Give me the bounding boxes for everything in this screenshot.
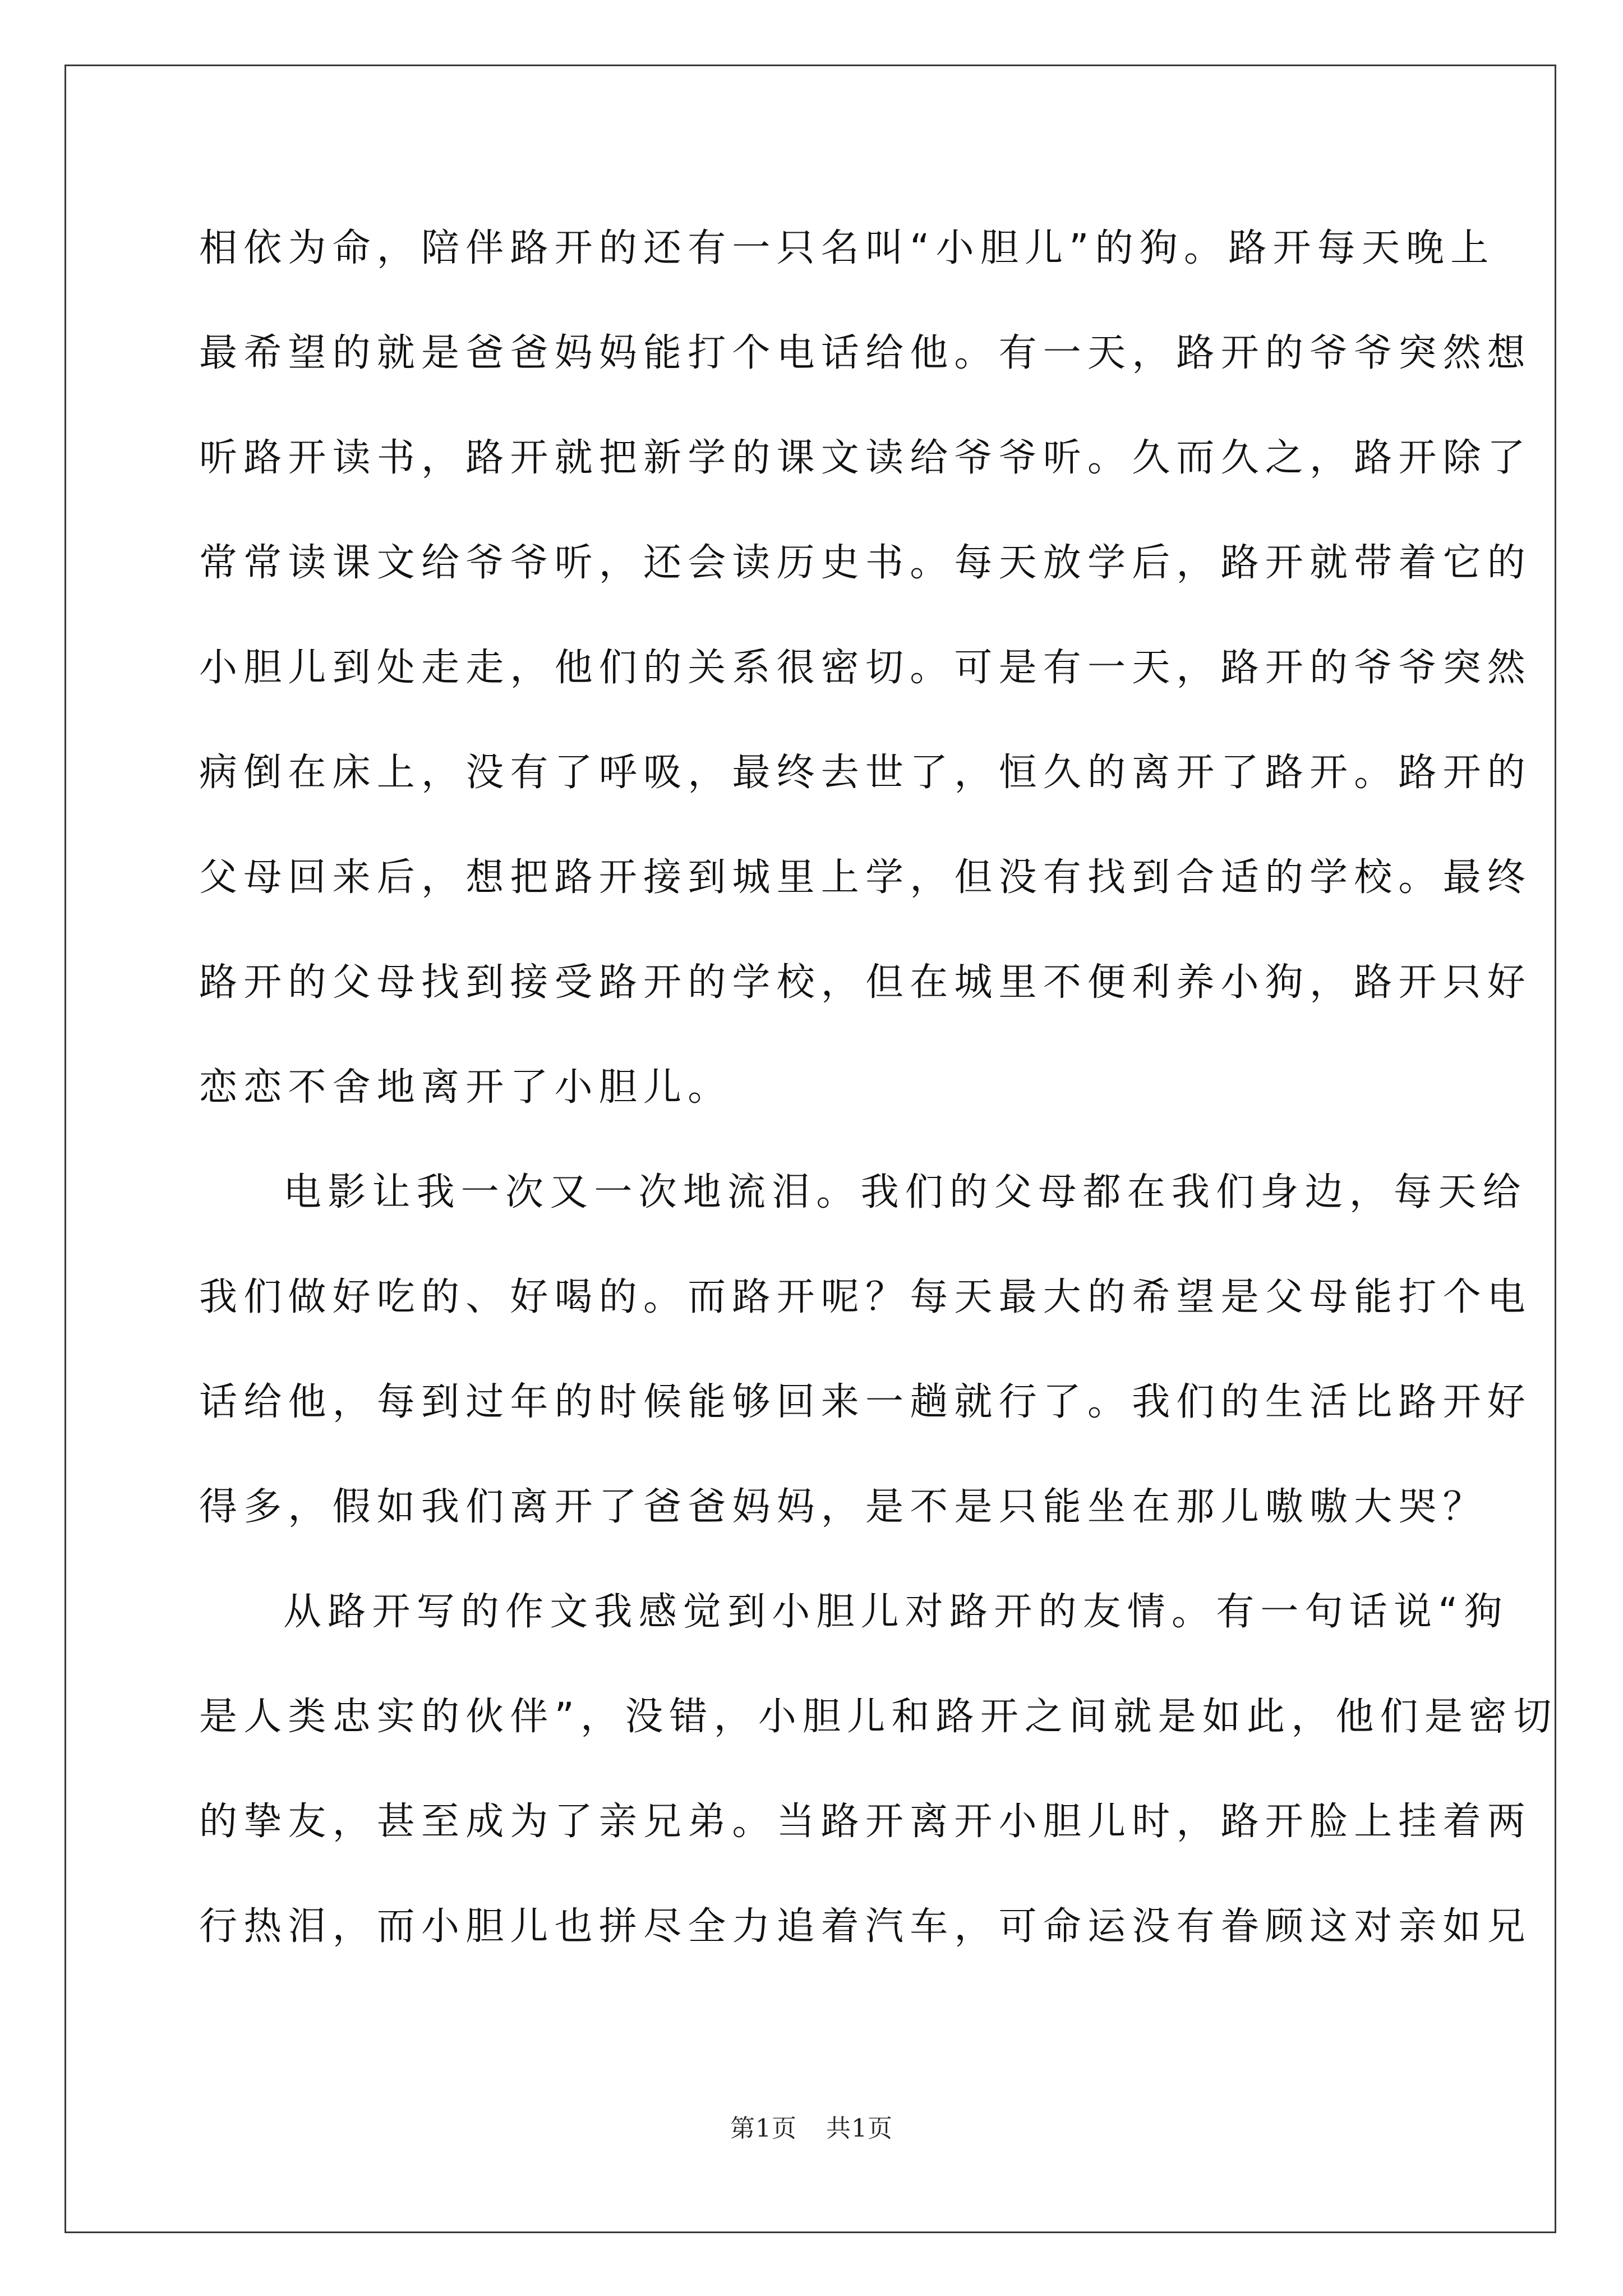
text-line: 最希望的就是爸爸妈妈能打个电话给他。有一天，路开的爷爷突然想 xyxy=(199,331,1532,375)
text-line: 小胆儿到处走走，他们的关系很密切。可是有一天，路开的爷爷突然 xyxy=(199,646,1532,690)
page-footer xyxy=(0,2108,1623,2144)
text-line: 我们做好吃的、好喝的。而路开呢？每天最大的希望是父母能打个电 xyxy=(199,1275,1532,1319)
text-line: 病倒在床上，没有了呼吸，最终去世了，恒久的离开了路开。路开的 xyxy=(199,751,1532,795)
paragraph-first-line: 从路开写的作文我感觉到小胆儿对路开的友情。有一句话说“狗 xyxy=(283,1590,1509,1634)
text-line: 相依为命，陪伴路开的还有一只名叫“小胆儿”的狗。路开每天晚上 xyxy=(199,226,1495,270)
text-line: 听路开读书，路开就把新学的课文读给爷爷听。久而久之，路开除了 xyxy=(199,436,1532,480)
text-line: 路开的父母找到接受路开的学校，但在城里不便利养小狗，路开只好 xyxy=(199,960,1532,1005)
paragraph-first-line: 电影让我一次又一次地流泪。我们的父母都在我们身边，每天给 xyxy=(283,1170,1527,1214)
text-line: 得多，假如我们离开了爸爸妈妈，是不是只能坐在那儿嗷嗷大哭？ xyxy=(199,1485,1487,1529)
text-line: 是人类忠实的伙伴”，没错，小胆儿和路开之间就是如此，他们是密切 xyxy=(199,1695,1558,1739)
page-number: 第1页 xyxy=(730,2114,797,2143)
text-line: 的挚友，甚至成为了亲兄弟。当路开离开小胆儿时，路开脸上挂着两 xyxy=(199,1800,1532,1844)
document-body xyxy=(199,216,1558,1999)
text-line: 恋恋不舍地离开了小胆儿。 xyxy=(199,1065,732,1110)
page-total: 共1页 xyxy=(826,2114,893,2143)
text-line: 话给他，每到过年的时候能够回来一趟就行了。我们的生活比路开好 xyxy=(199,1380,1532,1424)
text-line: 父母回来后，想把路开接到城里上学，但没有找到合适的学校。最终 xyxy=(199,855,1532,900)
text-line: 行热泪，而小胆儿也拼尽全力追着汽车，可命运没有眷顾这对亲如兄 xyxy=(199,1904,1532,1949)
text-line: 常常读课文给爷爷听，还会读历史书。每天放学后，路开就带着它的 xyxy=(199,541,1532,585)
